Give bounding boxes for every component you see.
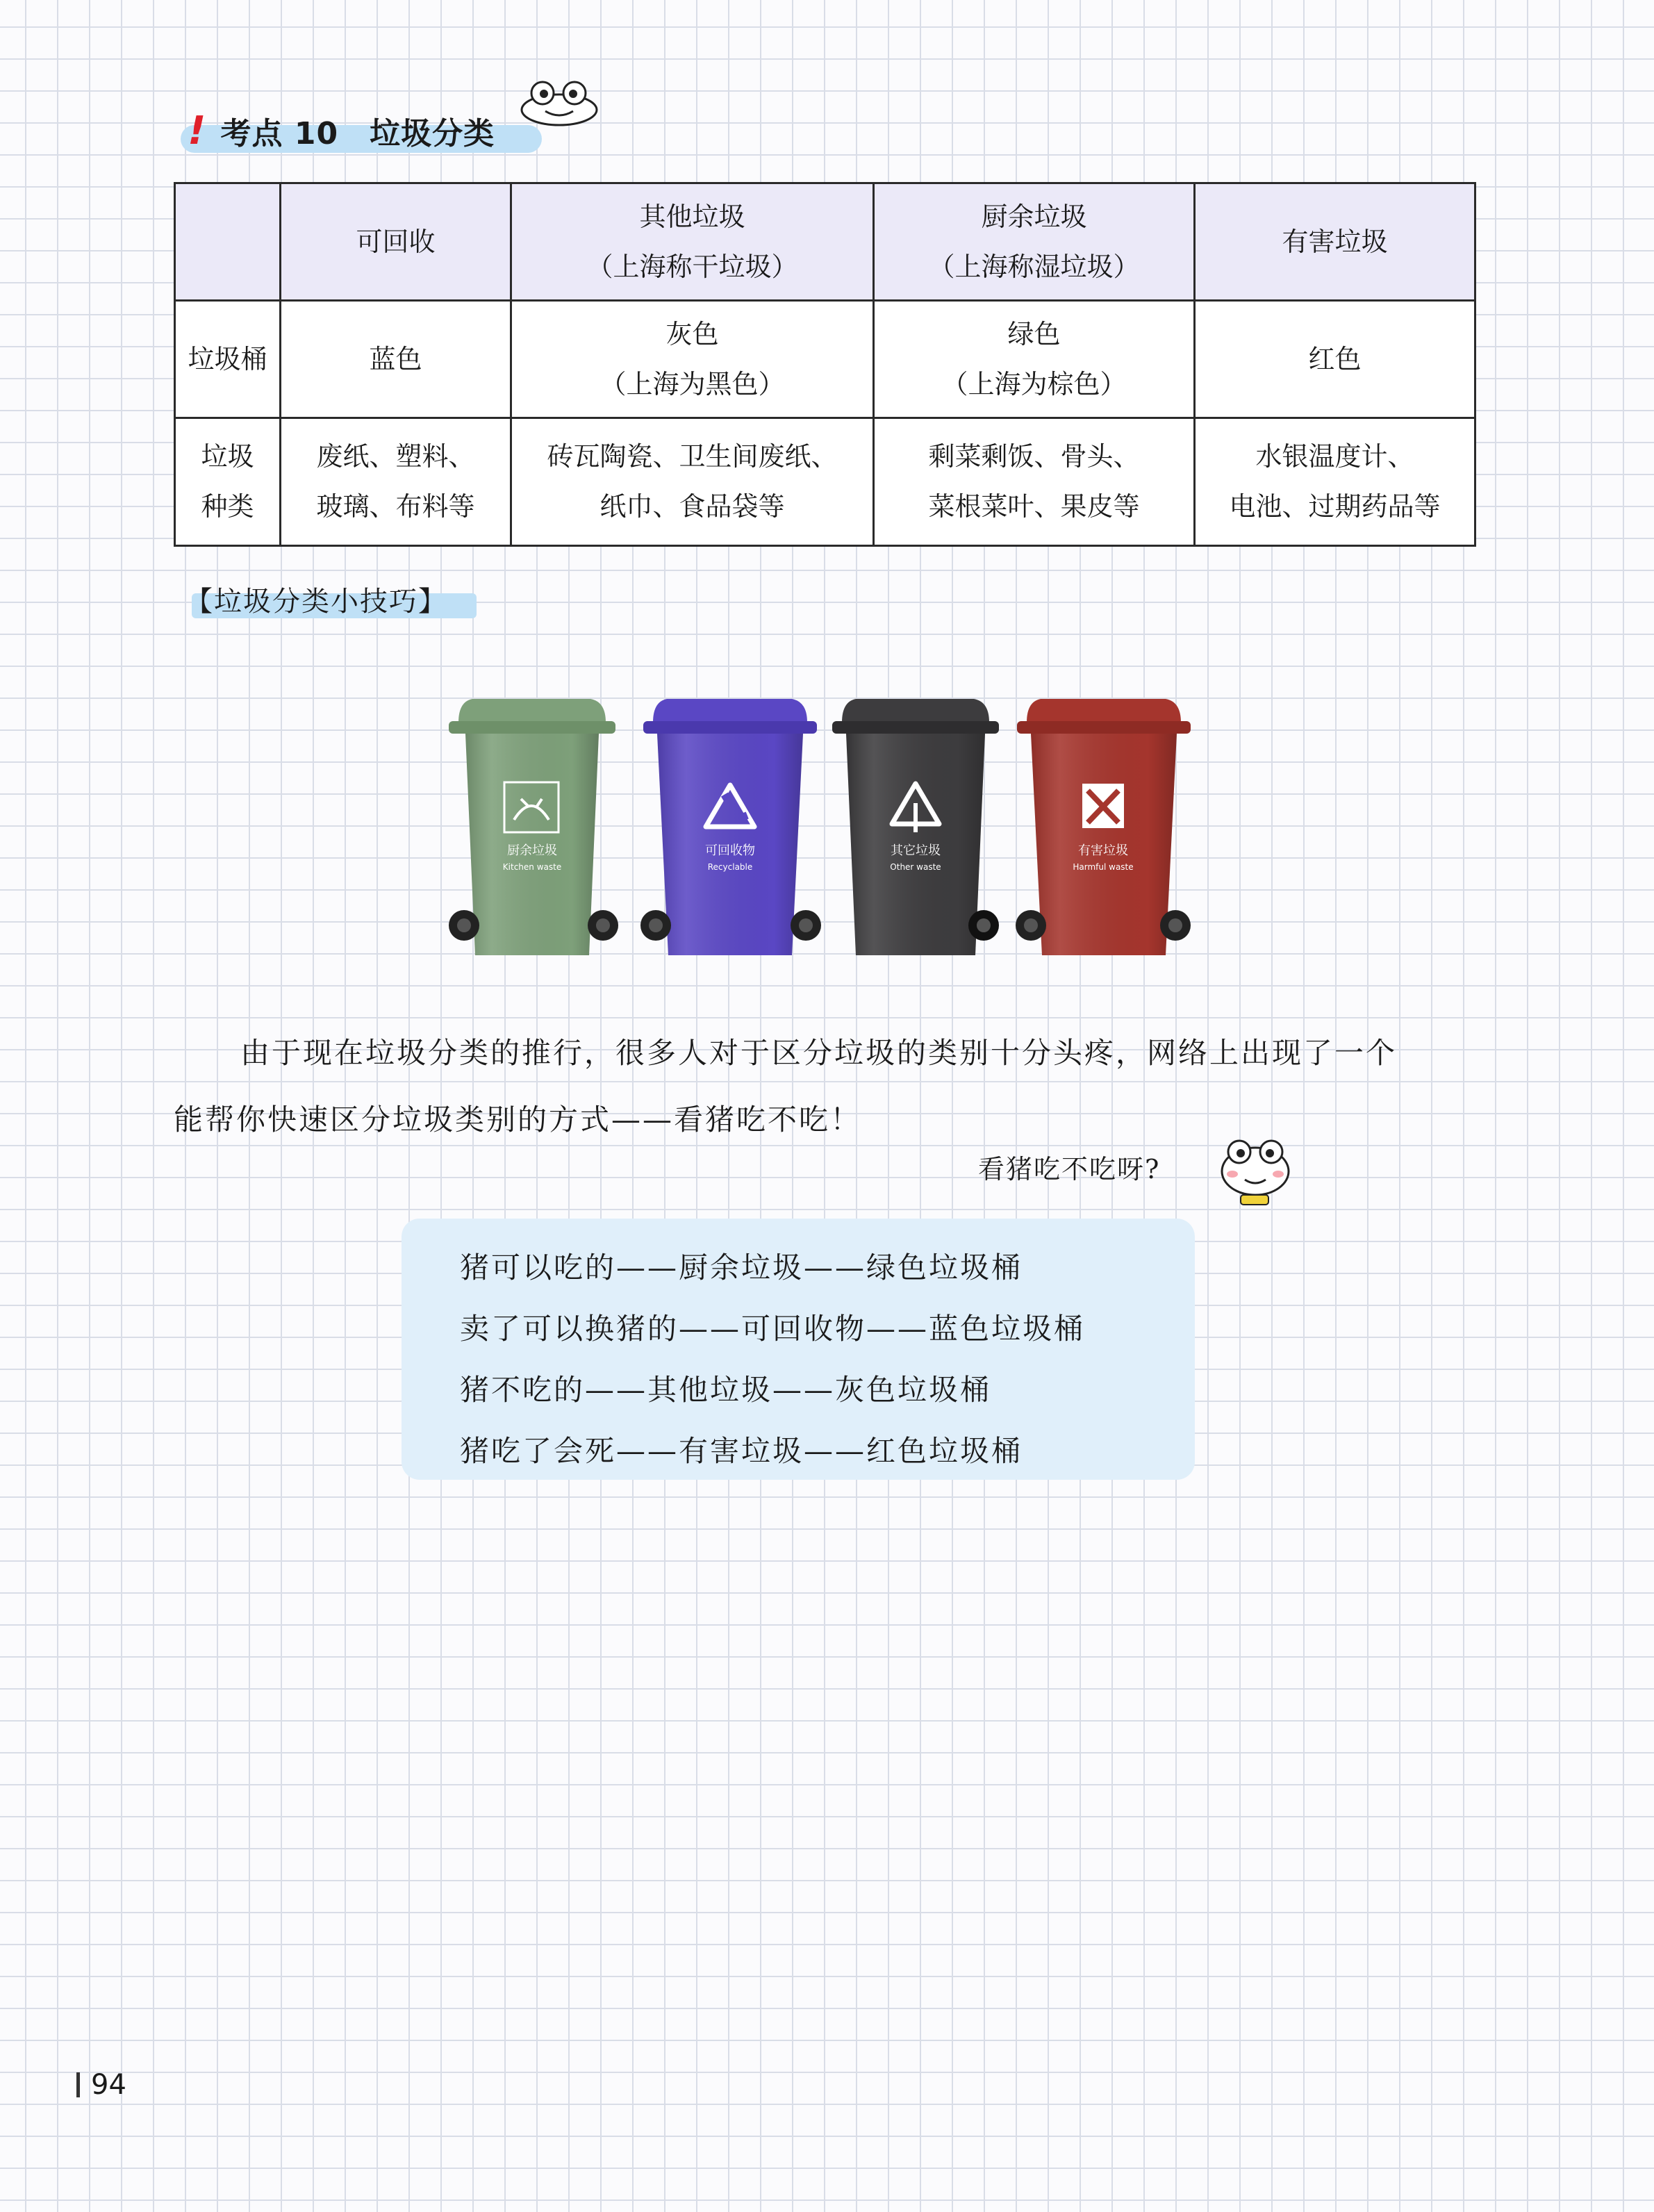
bin-label: 厨余垃圾 [507, 843, 557, 858]
section-heading [183, 103, 495, 158]
bin-other-waste [832, 699, 999, 955]
paragraph-line: 由于现在垃圾分类的推行，很多人对于区分垃圾的类别十分头疼，网络上出现了一个 [240, 1036, 1398, 1070]
table-cell: 废纸、塑料、 玻璃、布料等 [281, 418, 511, 545]
bin-sublabel: Kitchen waste [502, 862, 562, 872]
frog-speech: 看猪吃不吃呀? [978, 1154, 1161, 1185]
bin-label: 有害垃圾 [1078, 843, 1128, 858]
paragraph-line: 能帮你快速区分垃圾类别的方式——看猪吃不吃！ [174, 1103, 862, 1137]
table-header-row [175, 183, 1475, 301]
bin-harmful-waste [1016, 699, 1191, 955]
table-cell: 蓝色 [281, 300, 511, 418]
table-header-cell: 厨余垃圾 （上海称湿垃圾） [874, 183, 1195, 301]
section-title: 考点 10 垃圾分类 [220, 116, 495, 151]
table-header-cell [175, 183, 281, 301]
tip-line: 猪不吃的——其他垃圾——灰色垃圾桶 [460, 1373, 992, 1407]
table-header-cell: 有害垃圾 [1195, 183, 1475, 301]
table-header-cell: 其他垃圾 （上海称干垃圾） [511, 183, 874, 301]
bin-sublabel: Recyclable [707, 862, 753, 872]
bin-kitchen-waste [449, 699, 618, 955]
table-header-cell: 可回收 [281, 183, 511, 301]
table-cell: 灰色 （上海为黑色） [511, 300, 874, 418]
table-cell: 水银温度计、 电池、过期药品等 [1195, 418, 1475, 545]
table-cell: 剩菜剩饭、骨头、 菜根菜叶、果皮等 [874, 418, 1195, 545]
page-number-text: 94 [91, 2069, 126, 2101]
table-row [175, 418, 1475, 545]
table-cell: 绿色 （上海为棕色） [874, 300, 1195, 418]
table-cell: 红色 [1195, 300, 1475, 418]
page-number [76, 2069, 126, 2101]
page-number-bar [76, 2072, 80, 2097]
tip-line: 猪吃了会死——有害垃圾——红色垃圾桶 [460, 1434, 1023, 1468]
bin-label: 其它垃圾 [891, 843, 941, 858]
waste-classification-table [174, 182, 1476, 547]
trash-bins-illustration [445, 681, 1223, 980]
table-cell: 砖瓦陶瓷、卫生间废纸、 纸巾、食品袋等 [511, 418, 874, 545]
tip-line: 猪可以吃的——厨余垃圾——绿色垃圾桶 [460, 1251, 1023, 1285]
exclamation-icon: ! [183, 108, 210, 154]
row-header-cell: 垃圾 种类 [175, 418, 281, 545]
tips-label [185, 578, 447, 620]
row-header-cell: 垃圾桶 [175, 300, 281, 418]
frog-icon [1217, 1128, 1293, 1210]
bin-label: 可回收物 [705, 843, 755, 858]
tip-line: 卖了可以换猪的——可回收物——蓝色垃圾桶 [460, 1312, 1086, 1346]
bin-sublabel: Other waste [890, 862, 941, 872]
bin-sublabel: Harmful waste [1073, 862, 1134, 872]
tips-box [402, 1219, 1195, 1480]
frog-icon [518, 75, 599, 131]
table-row [175, 300, 1475, 418]
bin-recyclable [640, 699, 821, 955]
tips-label-text: 【垃圾分类小技巧】 [185, 585, 447, 618]
